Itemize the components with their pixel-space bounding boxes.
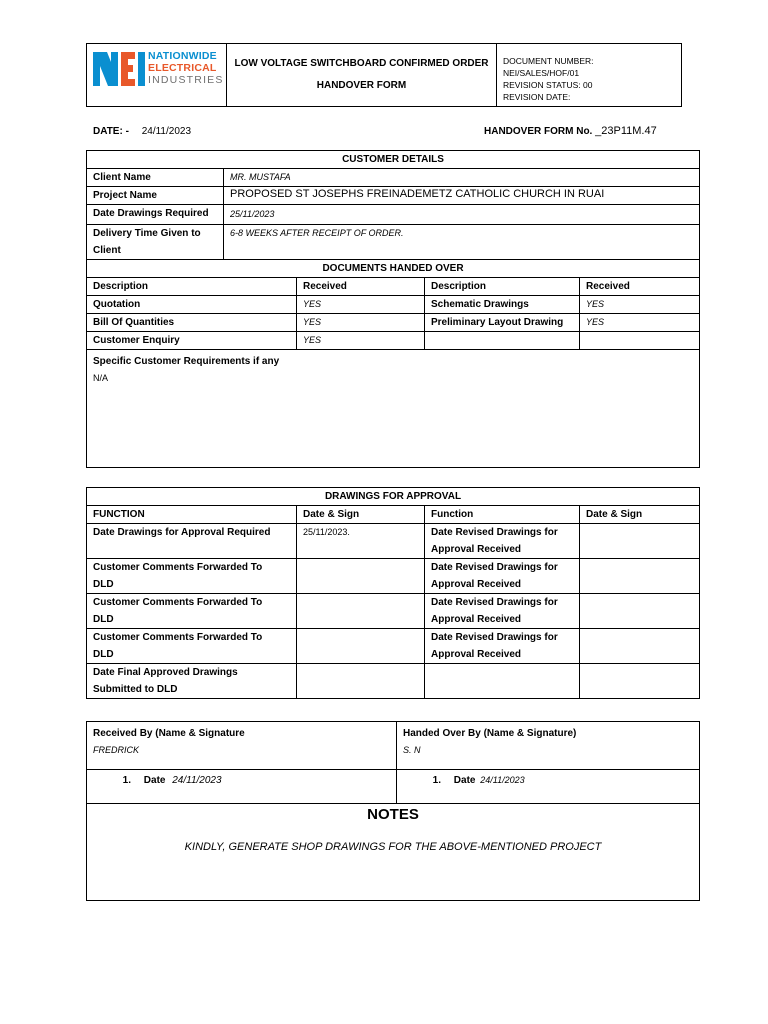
approval-left-line1: Customer Comments Forwarded To — [93, 597, 263, 608]
doc-received-schematic: YES — [580, 296, 700, 314]
doc-number-label: DOCUMENT NUMBER: — [503, 56, 594, 66]
col-function-right: Function — [425, 506, 580, 524]
col-description-left: Description — [87, 278, 297, 296]
received-date-value: 24/11/2023 — [172, 775, 222, 786]
handed-over-cell — [397, 722, 700, 770]
delivery-time-value: 6-8 WEEKS AFTER RECEIPT OF ORDER. — [224, 225, 700, 260]
approval-function-right — [425, 524, 580, 559]
approval-function-left — [87, 594, 297, 629]
form-title — [227, 44, 497, 107]
col-date-sign-left: Date & Sign — [297, 506, 425, 524]
approval-row — [87, 559, 700, 594]
documents-heading: DOCUMENTS HANDED OVER — [87, 260, 700, 278]
approval-function-right — [425, 559, 580, 594]
delivery-time-label — [87, 225, 224, 260]
approval-heading: DRAWINGS FOR APPROVAL — [87, 488, 700, 506]
approval-right-date — [580, 594, 700, 629]
document-row — [87, 296, 700, 314]
notes-title: NOTES — [367, 806, 419, 823]
logo-line-industries: INDUSTRIES — [148, 74, 224, 86]
doc-received-enquiry: YES — [297, 332, 425, 350]
approval-function-left — [87, 559, 297, 594]
doc-desc-schematic: Schematic Drawings — [425, 296, 580, 314]
notes-box — [87, 804, 700, 901]
received-item-number: 1. — [122, 775, 131, 786]
date-drawings-label: Date Drawings Required — [87, 205, 224, 225]
notes-text: KINDLY, GENERATE SHOP DRAWINGS FOR THE ABOVE-MENTIONED PROJECT — [184, 841, 602, 853]
requirements-label: Specific Customer Requirements if any — [93, 356, 280, 367]
handed-over-item-number: 1. — [432, 775, 441, 786]
approval-function-right — [425, 629, 580, 664]
received-date-label: Date — [143, 775, 166, 786]
received-by-cell — [87, 722, 397, 770]
approval-left-date — [297, 664, 425, 699]
approval-left-line2 — [93, 541, 290, 558]
approval-right-line2: Approval Received — [431, 544, 522, 555]
drawings-for-approval-table — [86, 487, 700, 699]
approval-left-line2: DLD — [93, 579, 114, 590]
approval-right-date — [580, 559, 700, 594]
approval-function-right — [425, 664, 580, 699]
doc-received-empty — [580, 332, 700, 350]
customer-requirements-box — [87, 350, 700, 468]
handover-form-label: HANDOVER FORM No. — [484, 126, 593, 137]
logo-line-nationwide: NATIONWIDE — [148, 50, 217, 62]
handed-over-date-cell — [397, 770, 700, 804]
customer-details-table — [86, 150, 700, 468]
approval-left-line2: DLD — [93, 649, 114, 660]
document-info — [497, 44, 682, 107]
logo-cell — [87, 44, 227, 107]
logo-line-electrical: ELECTRICAL — [148, 62, 217, 74]
approval-right-date — [580, 524, 700, 559]
approval-left-line2: DLD — [93, 614, 114, 625]
approval-left-line1: Date Final Approved Drawings — [93, 667, 238, 678]
handed-over-date-label: Date — [453, 775, 476, 786]
approval-left-date — [297, 594, 425, 629]
approval-row — [87, 524, 700, 559]
approval-right-line1: Date Revised Drawings for — [431, 562, 558, 573]
approval-function-left — [87, 524, 297, 559]
approval-function-right — [425, 594, 580, 629]
approval-left-date — [297, 559, 425, 594]
handover-form-value: _23P11M.47 — [595, 125, 657, 137]
approval-right-line1: Date Revised Drawings for — [431, 527, 558, 538]
delivery-label-line2: Client — [93, 245, 121, 256]
approval-right-date — [580, 629, 700, 664]
doc-received-layout: YES — [580, 314, 700, 332]
delivery-label-line1: Delivery Time Given to — [93, 228, 201, 239]
document-header — [86, 43, 682, 107]
approval-function-left — [87, 629, 297, 664]
date-label: DATE: - — [93, 126, 129, 137]
approval-left-date: 25/11/2023. — [297, 524, 425, 559]
document-row — [87, 314, 700, 332]
doc-received-boq: YES — [297, 314, 425, 332]
date-drawings-value: 25/11/2023 — [224, 205, 700, 225]
approval-right-date — [580, 664, 700, 699]
col-date-sign-right: Date & Sign — [580, 506, 700, 524]
doc-desc-layout: Preliminary Layout Drawing — [425, 314, 580, 332]
client-name-label: Client Name — [87, 169, 224, 187]
approval-right-line1: Date Revised Drawings for — [431, 632, 558, 643]
nei-logo-mark — [93, 48, 146, 90]
doc-desc-empty — [425, 332, 580, 350]
approval-right-line1: Date Revised Drawings for — [431, 597, 558, 608]
form-title-line2: HANDOVER FORM — [316, 80, 407, 91]
project-name-label: Project Name — [87, 187, 224, 205]
client-name-value: MR. MUSTAFA — [224, 169, 700, 187]
approval-row — [87, 664, 700, 699]
approval-function-left — [87, 664, 297, 699]
doc-code: NEI/SALES/HOF/01 — [503, 68, 580, 78]
approval-left-line2: Submitted to DLD — [93, 684, 178, 695]
date-value: 24/11/2023 — [141, 126, 192, 137]
col-received-left: Received — [297, 278, 425, 296]
doc-received-quotation: YES — [297, 296, 425, 314]
received-by-value: FREDRICK — [93, 745, 140, 755]
revision-date: REVISION DATE: — [503, 92, 571, 102]
customer-details-heading: CUSTOMER DETAILS — [87, 151, 700, 169]
received-date-cell — [87, 770, 397, 804]
document-row — [87, 332, 700, 350]
approval-left-line1: Customer Comments Forwarded To — [93, 562, 263, 573]
handed-over-value: S. N — [403, 745, 421, 755]
doc-desc-quotation: Quotation — [87, 296, 297, 314]
col-received-right: Received — [580, 278, 700, 296]
logo-wordmark — [148, 50, 224, 86]
received-by-label: Received By (Name & Signature — [93, 728, 245, 739]
approval-right-line2: Approval Received — [431, 614, 522, 625]
handed-over-label: Handed Over By (Name & Signature) — [403, 728, 577, 739]
approval-right-line2: Approval Received — [431, 649, 522, 660]
doc-desc-enquiry: Customer Enquiry — [87, 332, 297, 350]
approval-row — [87, 629, 700, 664]
approval-row — [87, 594, 700, 629]
approval-left-line1: Customer Comments Forwarded To — [93, 632, 263, 643]
col-description-right: Description — [425, 278, 580, 296]
col-function-left: FUNCTION — [87, 506, 297, 524]
requirements-value: N/A — [93, 373, 109, 383]
project-name-value: PROPOSED ST JOSEPHS FREINADEMETZ CATHOLIC CHURCH IN RUAI — [224, 187, 700, 205]
form-title-line1: LOW VOLTAGE SWITCHBOARD CONFIRMED ORDER — [234, 58, 489, 69]
date-line — [93, 126, 191, 137]
receipt-and-notes-table — [86, 721, 700, 901]
doc-desc-boq: Bill Of Quantities — [87, 314, 297, 332]
revision-status: REVISION STATUS: 00 — [503, 80, 593, 90]
approval-left-line1: Date Drawings for Approval Required — [93, 527, 271, 538]
approval-right-line2: Approval Received — [431, 579, 522, 590]
handed-over-date-value: 24/11/2023 — [480, 775, 525, 785]
approval-left-date — [297, 629, 425, 664]
handover-form-number — [484, 125, 657, 137]
